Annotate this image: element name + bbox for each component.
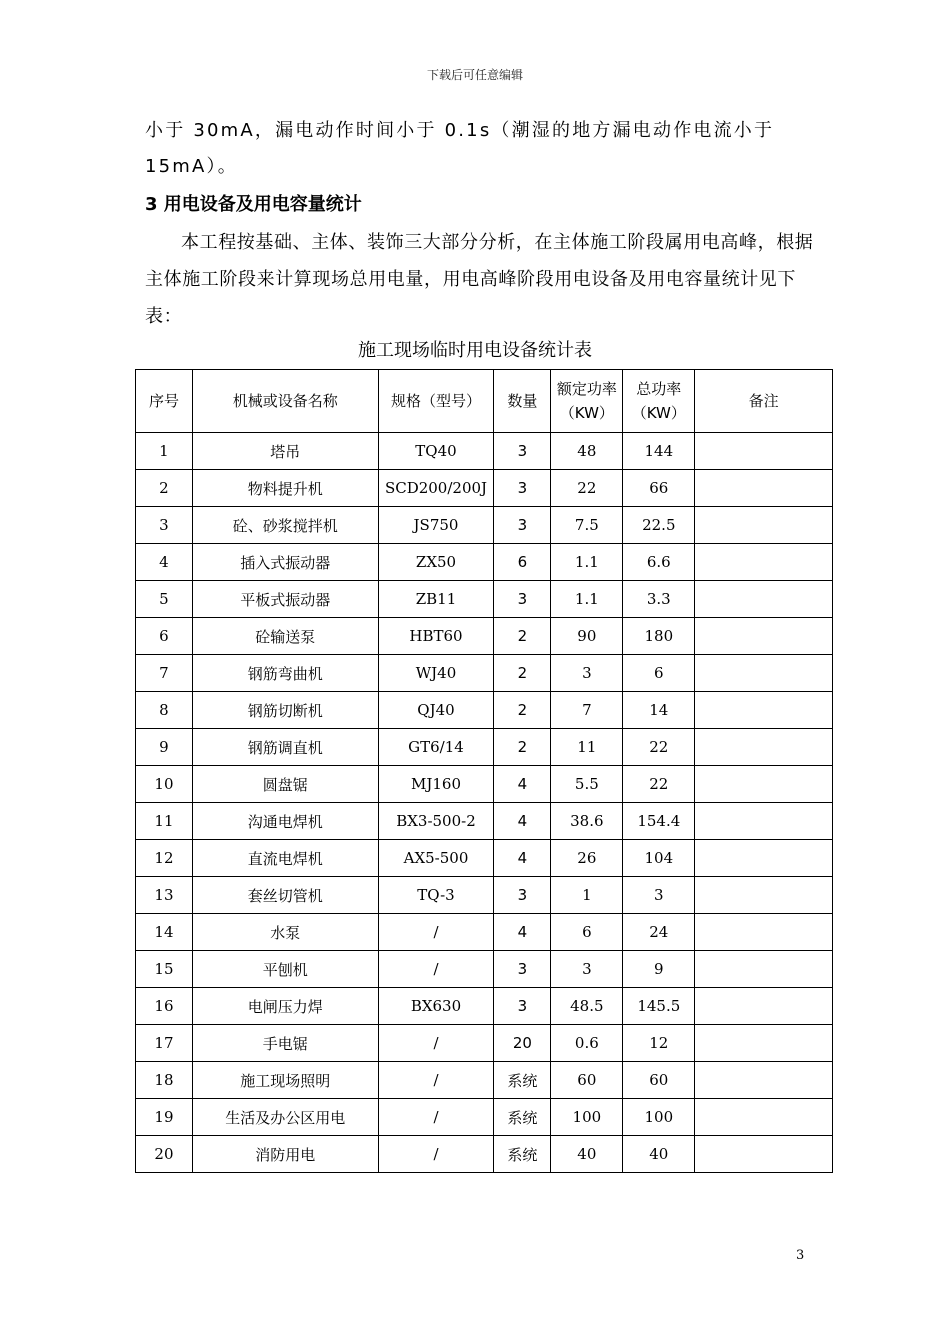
cell-index: 7 bbox=[136, 655, 193, 692]
cell-equipment-name: 砼、砂浆搅拌机 bbox=[192, 507, 378, 544]
cell-model: / bbox=[378, 1136, 494, 1173]
cell-remarks bbox=[695, 692, 833, 729]
table-row bbox=[136, 1025, 833, 1062]
cell-quantity: 2 bbox=[494, 655, 551, 692]
cell-model: GT6/14 bbox=[378, 729, 494, 766]
cell-index: 11 bbox=[136, 803, 193, 840]
cell-equipment-name: 插入式振动器 bbox=[192, 544, 378, 581]
cell-remarks bbox=[695, 433, 833, 470]
cell-remarks bbox=[695, 1136, 833, 1173]
table-row bbox=[136, 951, 833, 988]
cell-model: AX5-500 bbox=[378, 840, 494, 877]
cell-quantity: 系统 bbox=[494, 1062, 551, 1099]
cell-total-power: 9 bbox=[623, 951, 695, 988]
header-quantity: 数量 bbox=[494, 370, 551, 433]
cell-remarks bbox=[695, 766, 833, 803]
cell-equipment-name: 手电锯 bbox=[192, 1025, 378, 1062]
table-row bbox=[136, 914, 833, 951]
cell-rated-power: 100 bbox=[551, 1099, 623, 1136]
cell-equipment-name: 圆盘锯 bbox=[192, 766, 378, 803]
cell-index: 13 bbox=[136, 877, 193, 914]
cell-model: BX3-500-2 bbox=[378, 803, 494, 840]
cell-index: 9 bbox=[136, 729, 193, 766]
cell-rated-power: 1.1 bbox=[551, 581, 623, 618]
equipment-table bbox=[135, 369, 833, 1173]
table-row bbox=[136, 877, 833, 914]
cell-remarks bbox=[695, 655, 833, 692]
header-equipment-name: 机械或设备名称 bbox=[192, 370, 378, 433]
cell-rated-power: 60 bbox=[551, 1062, 623, 1099]
cell-equipment-name: 套丝切管机 bbox=[192, 877, 378, 914]
cell-quantity: 4 bbox=[494, 914, 551, 951]
cell-quantity: 4 bbox=[494, 766, 551, 803]
cell-total-power: 6 bbox=[623, 655, 695, 692]
cell-rated-power: 48.5 bbox=[551, 988, 623, 1025]
cell-quantity: 系统 bbox=[494, 1136, 551, 1173]
cell-rated-power: 22 bbox=[551, 470, 623, 507]
cell-model: / bbox=[378, 1062, 494, 1099]
cell-total-power: 14 bbox=[623, 692, 695, 729]
cell-remarks bbox=[695, 581, 833, 618]
cell-model: / bbox=[378, 1099, 494, 1136]
cell-remarks bbox=[695, 507, 833, 544]
table-row bbox=[136, 618, 833, 655]
cell-model: / bbox=[378, 951, 494, 988]
cell-rated-power: 3 bbox=[551, 655, 623, 692]
cell-quantity: 20 bbox=[494, 1025, 551, 1062]
paragraph-leakage-current: 小于 30mA，漏电动作时间小于 0.1s（潮湿的地方漏电动作电流小于 15mA）。 bbox=[145, 120, 775, 177]
cell-rated-power: 40 bbox=[551, 1136, 623, 1173]
cell-quantity: 4 bbox=[494, 803, 551, 840]
cell-rated-power: 1 bbox=[551, 877, 623, 914]
cell-model: WJ40 bbox=[378, 655, 494, 692]
cell-index: 1 bbox=[136, 433, 193, 470]
cell-index: 4 bbox=[136, 544, 193, 581]
cell-equipment-name: 钢筋切断机 bbox=[192, 692, 378, 729]
cell-model: ZB11 bbox=[378, 581, 494, 618]
table-caption: 施工现场临时用电设备统计表 bbox=[358, 340, 592, 361]
cell-model: BX630 bbox=[378, 988, 494, 1025]
cell-remarks bbox=[695, 914, 833, 951]
cell-remarks bbox=[695, 803, 833, 840]
cell-total-power: 104 bbox=[623, 840, 695, 877]
cell-remarks bbox=[695, 1062, 833, 1099]
header-total-power: 总功率（KW） bbox=[623, 370, 695, 433]
cell-total-power: 100 bbox=[623, 1099, 695, 1136]
cell-quantity: 2 bbox=[494, 729, 551, 766]
cell-total-power: 144 bbox=[623, 433, 695, 470]
cell-equipment-name: 生活及办公区用电 bbox=[192, 1099, 378, 1136]
cell-index: 16 bbox=[136, 988, 193, 1025]
cell-equipment-name: 施工现场照明 bbox=[192, 1062, 378, 1099]
header-model: 规格（型号） bbox=[378, 370, 494, 433]
table-row bbox=[136, 470, 833, 507]
table-body bbox=[136, 433, 833, 1173]
cell-rated-power: 0.6 bbox=[551, 1025, 623, 1062]
cell-quantity: 6 bbox=[494, 544, 551, 581]
cell-total-power: 12 bbox=[623, 1025, 695, 1062]
cell-model: / bbox=[378, 1025, 494, 1062]
cell-total-power: 180 bbox=[623, 618, 695, 655]
table-row bbox=[136, 729, 833, 766]
table-row bbox=[136, 544, 833, 581]
cell-equipment-name: 钢筋弯曲机 bbox=[192, 655, 378, 692]
cell-total-power: 22 bbox=[623, 729, 695, 766]
table-row bbox=[136, 803, 833, 840]
cell-total-power: 6.6 bbox=[623, 544, 695, 581]
page-header: 下载后可任意编辑 bbox=[426, 68, 523, 82]
cell-remarks bbox=[695, 618, 833, 655]
cell-equipment-name: 电闸压力焊 bbox=[192, 988, 378, 1025]
cell-quantity: 3 bbox=[494, 581, 551, 618]
cell-equipment-name: 直流电焊机 bbox=[192, 840, 378, 877]
cell-total-power: 22.5 bbox=[623, 507, 695, 544]
cell-equipment-name: 砼输送泵 bbox=[192, 618, 378, 655]
cell-total-power: 3 bbox=[623, 877, 695, 914]
cell-remarks bbox=[695, 877, 833, 914]
cell-index: 15 bbox=[136, 951, 193, 988]
cell-rated-power: 7 bbox=[551, 692, 623, 729]
cell-quantity: 3 bbox=[494, 433, 551, 470]
cell-quantity: 2 bbox=[494, 692, 551, 729]
cell-index: 2 bbox=[136, 470, 193, 507]
cell-index: 19 bbox=[136, 1099, 193, 1136]
cell-equipment-name: 平刨机 bbox=[192, 951, 378, 988]
section-heading: 3 用电设备及用电容量统计 bbox=[145, 194, 362, 215]
table-row bbox=[136, 840, 833, 877]
cell-index: 17 bbox=[136, 1025, 193, 1062]
cell-rated-power: 48 bbox=[551, 433, 623, 470]
cell-total-power: 22 bbox=[623, 766, 695, 803]
cell-index: 5 bbox=[136, 581, 193, 618]
header-remarks: 备注 bbox=[695, 370, 833, 433]
cell-rated-power: 3 bbox=[551, 951, 623, 988]
cell-model: QJ40 bbox=[378, 692, 494, 729]
table-row bbox=[136, 1136, 833, 1173]
page-number: 3 bbox=[796, 1248, 805, 1263]
table-row bbox=[136, 692, 833, 729]
table-row bbox=[136, 988, 833, 1025]
table-row bbox=[136, 655, 833, 692]
cell-quantity: 3 bbox=[494, 507, 551, 544]
cell-quantity: 3 bbox=[494, 470, 551, 507]
header-index: 序号 bbox=[136, 370, 193, 433]
cell-remarks bbox=[695, 1099, 833, 1136]
cell-rated-power: 1.1 bbox=[551, 544, 623, 581]
cell-rated-power: 7.5 bbox=[551, 507, 623, 544]
cell-quantity: 系统 bbox=[494, 1099, 551, 1136]
header-rated-power: 额定功率（KW） bbox=[551, 370, 623, 433]
cell-equipment-name: 平板式振动器 bbox=[192, 581, 378, 618]
cell-total-power: 60 bbox=[623, 1062, 695, 1099]
cell-index: 8 bbox=[136, 692, 193, 729]
cell-index: 20 bbox=[136, 1136, 193, 1173]
cell-rated-power: 5.5 bbox=[551, 766, 623, 803]
cell-equipment-name: 沟通电焊机 bbox=[192, 803, 378, 840]
cell-model: TQ40 bbox=[378, 433, 494, 470]
cell-total-power: 154.4 bbox=[623, 803, 695, 840]
cell-model: HBT60 bbox=[378, 618, 494, 655]
cell-quantity: 3 bbox=[494, 877, 551, 914]
cell-rated-power: 11 bbox=[551, 729, 623, 766]
cell-remarks bbox=[695, 729, 833, 766]
cell-rated-power: 38.6 bbox=[551, 803, 623, 840]
cell-remarks bbox=[695, 840, 833, 877]
paragraph-power-analysis: 本工程按基础、主体、装饰三大部分分析，在主体施工阶段属用电高峰，根据主体施工阶段来计算现场总用电量，用电高峰阶段用电设备及用电容量统计见下表： bbox=[145, 232, 814, 327]
cell-total-power: 145.5 bbox=[623, 988, 695, 1025]
cell-index: 12 bbox=[136, 840, 193, 877]
table-row bbox=[136, 766, 833, 803]
cell-remarks bbox=[695, 470, 833, 507]
cell-remarks bbox=[695, 1025, 833, 1062]
cell-equipment-name: 物料提升机 bbox=[192, 470, 378, 507]
table-row bbox=[136, 581, 833, 618]
cell-model: TQ-3 bbox=[378, 877, 494, 914]
cell-total-power: 3.3 bbox=[623, 581, 695, 618]
cell-rated-power: 90 bbox=[551, 618, 623, 655]
cell-quantity: 3 bbox=[494, 988, 551, 1025]
cell-index: 10 bbox=[136, 766, 193, 803]
table-row bbox=[136, 1099, 833, 1136]
cell-equipment-name: 水泵 bbox=[192, 914, 378, 951]
cell-equipment-name: 塔吊 bbox=[192, 433, 378, 470]
cell-model: / bbox=[378, 914, 494, 951]
cell-total-power: 40 bbox=[623, 1136, 695, 1173]
cell-quantity: 4 bbox=[494, 840, 551, 877]
cell-rated-power: 26 bbox=[551, 840, 623, 877]
cell-index: 6 bbox=[136, 618, 193, 655]
cell-model: MJ160 bbox=[378, 766, 494, 803]
cell-model: ZX50 bbox=[378, 544, 494, 581]
cell-index: 3 bbox=[136, 507, 193, 544]
cell-index: 18 bbox=[136, 1062, 193, 1099]
cell-index: 14 bbox=[136, 914, 193, 951]
cell-quantity: 2 bbox=[494, 618, 551, 655]
cell-model: SCD200/200J bbox=[378, 470, 494, 507]
table-row bbox=[136, 433, 833, 470]
cell-model: JS750 bbox=[378, 507, 494, 544]
cell-total-power: 66 bbox=[623, 470, 695, 507]
table-row bbox=[136, 1062, 833, 1099]
cell-equipment-name: 钢筋调直机 bbox=[192, 729, 378, 766]
cell-total-power: 24 bbox=[623, 914, 695, 951]
table-row bbox=[136, 507, 833, 544]
cell-equipment-name: 消防用电 bbox=[192, 1136, 378, 1173]
cell-quantity: 3 bbox=[494, 951, 551, 988]
cell-rated-power: 6 bbox=[551, 914, 623, 951]
cell-remarks bbox=[695, 988, 833, 1025]
table-header-row bbox=[136, 370, 833, 433]
cell-remarks bbox=[695, 544, 833, 581]
cell-remarks bbox=[695, 951, 833, 988]
